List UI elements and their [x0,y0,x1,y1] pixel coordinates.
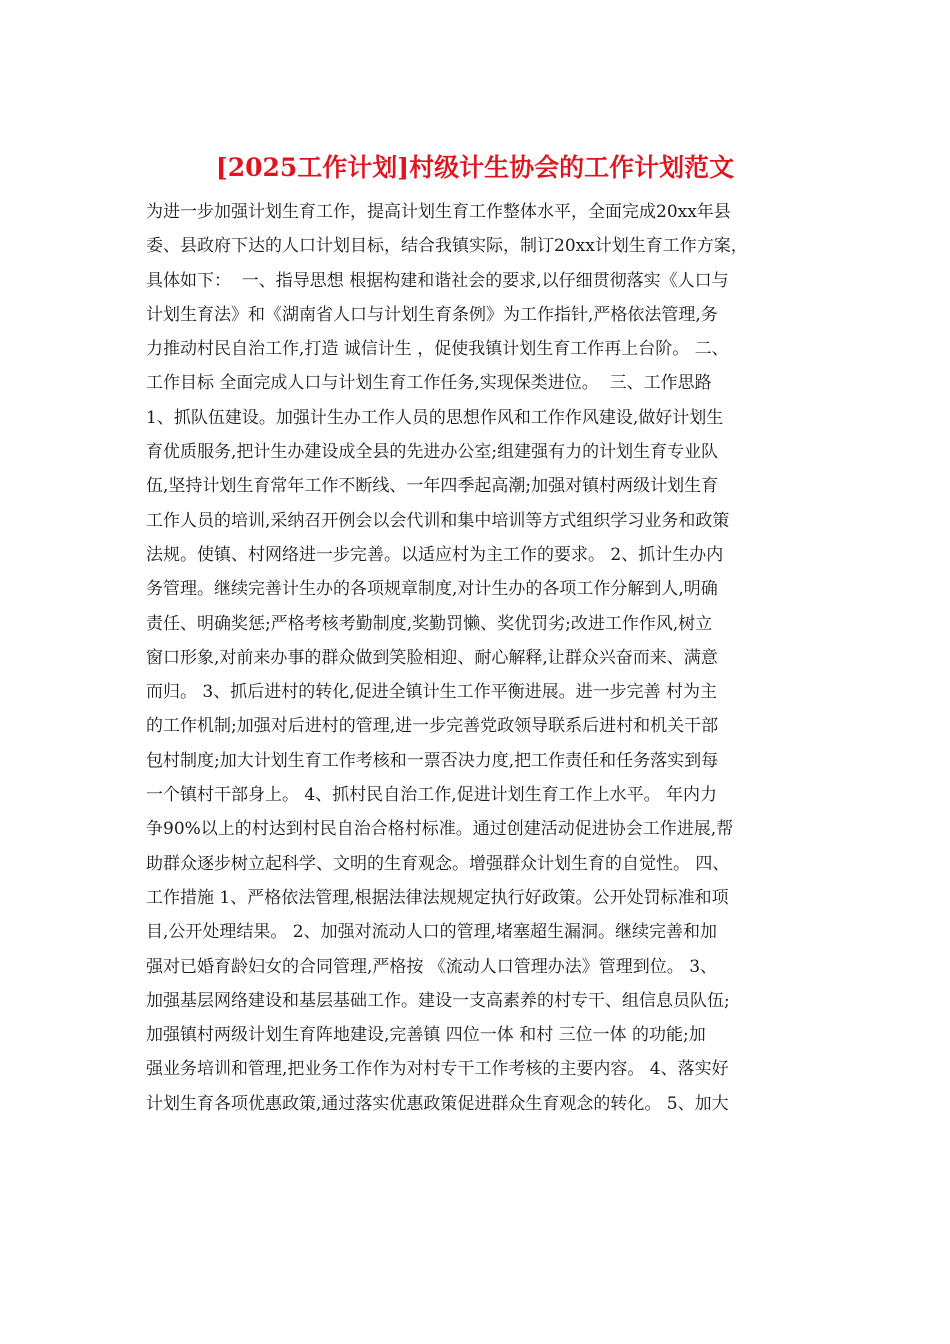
document-body [146,195,816,1121]
body-line: 伍,坚持计划生育常年工作不断线、一年四季起高潮;加强对镇村两级计划生育 [146,476,719,497]
body-line: 工作目标 全面完成人口与计划生育工作任务,实现保类进位。 三、工作思路 [146,373,712,394]
body-line: 务管理。继续完善计生办的各项规章制度,对计生办的各项工作分解到人,明确 [146,579,718,600]
body-line: 法规。使镇、村网络进一步完善。以适应村为主工作的要求。 2、抓计生办内 [146,544,724,565]
body-line: 而归。 3、抓后进村的转化,促进全镇计生工作平衡进展。进一步完善 村为主 [146,682,718,703]
body-line: 的工作机制;加强对后进村的管理,进一步完善党政领导联系后进村和机关干部 [146,716,719,737]
body-line: 强对已婚育龄妇女的合同管理,严格按 《流动人口管理办法》管理到位。 3、 [146,956,718,977]
body-line: 计划生育法》和《湖南省人口与计划生育条例》为工作指针,严格依法管理,务 [146,304,718,325]
body-line: 具体如下： 一、指导思想 根据构建和谐社会的要求,以仔细贯彻落实《人口与 [146,270,729,291]
body-line: 责任、明确奖惩;严格考核考勤制度,奖勤罚懒、奖优罚劣;改进工作作风,树立 [146,613,713,634]
document-title: [2025工作计划]村级计生协会的工作计划范文 [215,153,735,182]
body-line: 为进一步加强计划生育工作，提高计划生育工作整体水平，全面完成20xx年县 [146,202,731,222]
body-line: 育优质服务,把计生办建设成全县的先进办公室;组建强有力的计划生育专业队 [146,442,719,463]
body-line: 争90%以上的村达到村民自治合格村标准。通过创建活动促进协会工作进展,帮 [146,819,734,840]
body-line: 包村制度;加大计划生育工作考核和一票否决力度,把工作责任和任务落实到每 [146,750,719,771]
body-line: 加强基层网络建设和基层基础工作。建设一支高素养的村专干、组信息员队伍; [146,990,730,1011]
body-line: 强业务培训和管理,把业务工作作为对村专干工作考核的主要内容。 4、落实好 [146,1059,729,1080]
body-line: 1、抓队伍建设。加强计生办工作人员的思想作风和工作作风建设,做好计划生 [146,407,724,428]
body-line: 一个镇村干部身上。 4、抓村民自治工作,促进计划生育工作上水平。 年内力 [146,785,718,806]
body-line: 工作人员的培训,采纳召开例会以会代训和集中培训等方式组织学习业务和政策 [146,510,730,531]
body-line: 助群众逐步树立起科学、文明的生育观念。增强群众计划生育的自觉性。 四、 [146,853,730,874]
body-line: 委、县政府下达的人口计划目标，结合我镇实际，制订20xx计划生育工作方案， [146,236,748,257]
body-line: 目,公开处理结果。 2、加强对流动人口的管理,堵塞超生漏洞。继续完善和加 [146,922,718,943]
body-line: 力推动村民自治工作,打造 诚信计生 ，促使我镇计划生育工作再上台阶。 二、 [146,339,729,360]
body-line: 加强镇村两级计划生育阵地建设,完善镇 四位一体 和村 三位一体 的功能;加 [146,1025,706,1046]
body-line: 工作措施 1、严格依法管理,根据法律法规规定执行好政策。公开处罚标准和项 [146,887,729,908]
body-line: 计划生育各项优惠政策,通过落实优惠政策促进群众生育观念的转化。 5、加大 [146,1093,729,1114]
body-line: 窗口形象,对前来办事的群众做到笑脸相迎、耐心解释,让群众兴奋而来、满意 [146,647,718,668]
